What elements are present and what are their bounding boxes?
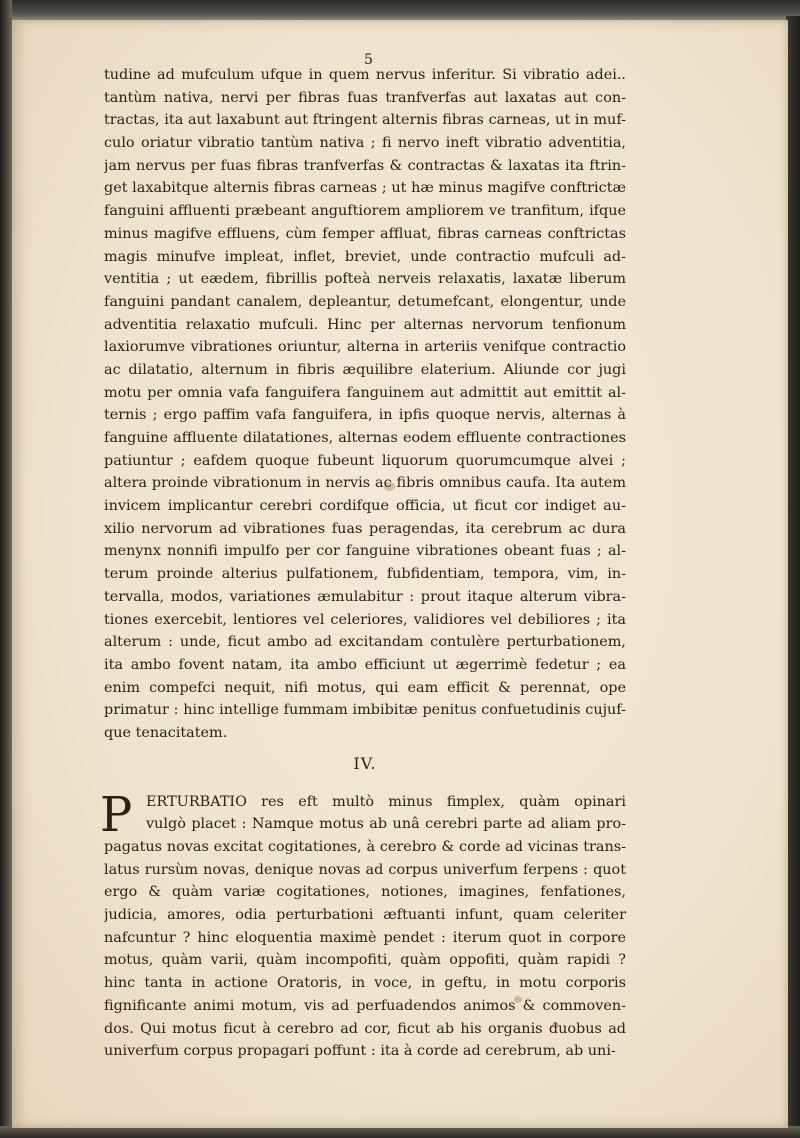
text-line: nafcuntur ? hinc eloquentia maximè pendet : iterum quot in corpore <box>104 929 626 946</box>
text-line: alterum : unde, ficut ambo ad excitandam contulère perturbationem, <box>104 634 626 651</box>
text-line: tervalla, modos, variationes æmulabitur : prout itaque alterum vibra- <box>104 588 626 605</box>
text-line: fanguine affluente dilatationes, alternas eodem effluente contractiones <box>104 430 626 446</box>
text-line: xilio nervorum ad vibrationes fuas peragendas, ita cerebrum ac dura <box>104 520 626 537</box>
text-line: fignificante animi motum, vis ad perfuadendos animos & commoven- <box>104 997 626 1014</box>
text-line: altera proinde vibrationum in nervis ac fibris omnibus caufa. Ita autem <box>104 475 626 492</box>
text-line: primatur : hinc intellige fummam imbibitæ penitus confuetudinis cujuf- <box>104 702 626 719</box>
body-text <box>100 64 626 1063</box>
text-line: tractas, ita aut laxabunt aut ftringent alternis fibras carneas, ut in muf- <box>104 112 626 129</box>
section-heading: IV. <box>353 753 377 773</box>
text-line: que tenacitatem. <box>104 724 228 741</box>
text-line: tantùm nativa, nervi per fibras fuas tranfverfas aut laxatas aut con- <box>104 89 626 106</box>
page-number: 5 <box>364 52 373 68</box>
paragraph-1 <box>104 64 626 745</box>
text-line: menynx nonnifi impulfo per cor fanguine vibrationes obeant fuas ; al- <box>104 543 626 560</box>
text-line: latus rursùm novas, denique novas ad corpus univerfum ferpens : quot <box>104 861 626 878</box>
text-line: dos. Qui motus ficut à cerebro ad cor, ficut ab his organis duobus ad <box>104 1020 626 1037</box>
text-line: get laxabitque alternis fibras carneas ; ut hæ minus magifve conftrictæ <box>104 180 626 197</box>
text-line: ternis ; ergo paffim vafa fanguifera, in ipfis quoque nervis, alternas à <box>104 407 626 424</box>
text-line: vulgò placet : Namque motus ab unâ cerebri parte ad aliam pro- <box>146 816 626 833</box>
text-line: invicem implicantur cerebri cordifque officia, ut ficut cor indiget au- <box>104 498 626 515</box>
text-line: culo oriatur vibratio tantùm nativa ; fi nervo ineft vibratio adventitia, <box>104 135 626 152</box>
text-line: ventitia ; ut eædem, fibrillis pofteà nerveis relaxatis, laxatæ liberum <box>104 271 626 288</box>
text-line: adventitia relaxatio mufculi. Hinc per alternas nervorum tenfionum <box>104 316 626 333</box>
text-line: ita ambo fovent natam, ita ambo efficiunt ut ægerrimè fedetur ; ea <box>104 656 626 673</box>
text-line: jam nervus per fuas fibras tranfverfas & contractas & laxatas ita ftrin- <box>104 157 626 174</box>
text-line: hinc tanta in actione Oratoris, in voce, in geftu, in motu corporis <box>104 975 626 992</box>
text-line: tiones exercebit, lentiores vel celeriores, validiores vel debiliores ; ita <box>104 611 626 628</box>
text-line: minus magifve effluens, cùm femper affluat, fibras carneas conftrictas <box>104 225 626 242</box>
text-line: pagatus novas excitat cogitationes, à cerebro & corde ad vicinas trans- <box>104 839 626 855</box>
text-line: ERTURBATIO res eft multò minus fimplex, quàm opinari <box>146 793 626 810</box>
text-line: fanguini affluenti præbeant anguftiorem ampliorem ve tranfitum, ifque <box>104 203 626 220</box>
text-line: ergo & quàm variæ cogitationes, notiones, imagines, fenfationes, <box>104 884 626 901</box>
text-line: judicia, amores, odia perturbationi æftuanti infunt, quam celeriter <box>104 907 626 924</box>
text-line: laxiorumve vibrationes oriuntur, alterna in arteriis venifque contractio <box>104 339 626 356</box>
paragraph-2 <box>100 786 626 1063</box>
drop-cap: P <box>100 786 133 843</box>
text-line: patiuntur ; eafdem quoque fubeunt liquorum quorumcumque alvei ; <box>104 452 626 469</box>
text-line: tudine ad mufculum ufque in quem nervus inferitur. Si vibratio adei.. <box>104 67 626 83</box>
text-line: enim compefci nequit, nifi motus, qui eam efficit & perennat, ope <box>104 679 626 696</box>
book-right-edge <box>786 16 800 1128</box>
text-line: terum proinde alterius pulfationem, fubfidentiam, tempora, vim, in- <box>104 566 626 583</box>
text-line: magis minufve impleat, inflet, breviet, unde contractio mufculi ad- <box>104 248 626 265</box>
text-line: ac dilatatio, alternum in fibris æquilibre elaterium. Aliunde cor jugi <box>104 361 626 378</box>
text-line: motu per omnia vafa fanguifera fanguinem aut admittit aut emittit al- <box>104 384 626 401</box>
book-spine <box>0 0 12 1138</box>
text-line: univerfum corpus propagari poffunt : ita à corde ad cerebrum, ab uni- <box>104 1043 616 1060</box>
book-top-edge <box>0 0 800 20</box>
text-line: motus, quàm varii, quàm incompofiti, quàm oppofiti, quàm rapidi ? <box>104 952 626 969</box>
text-line: fanguini pandant canalem, depleantur, detumefcant, elongentur, unde <box>104 293 626 310</box>
paragraph-2-lines <box>104 791 626 1063</box>
